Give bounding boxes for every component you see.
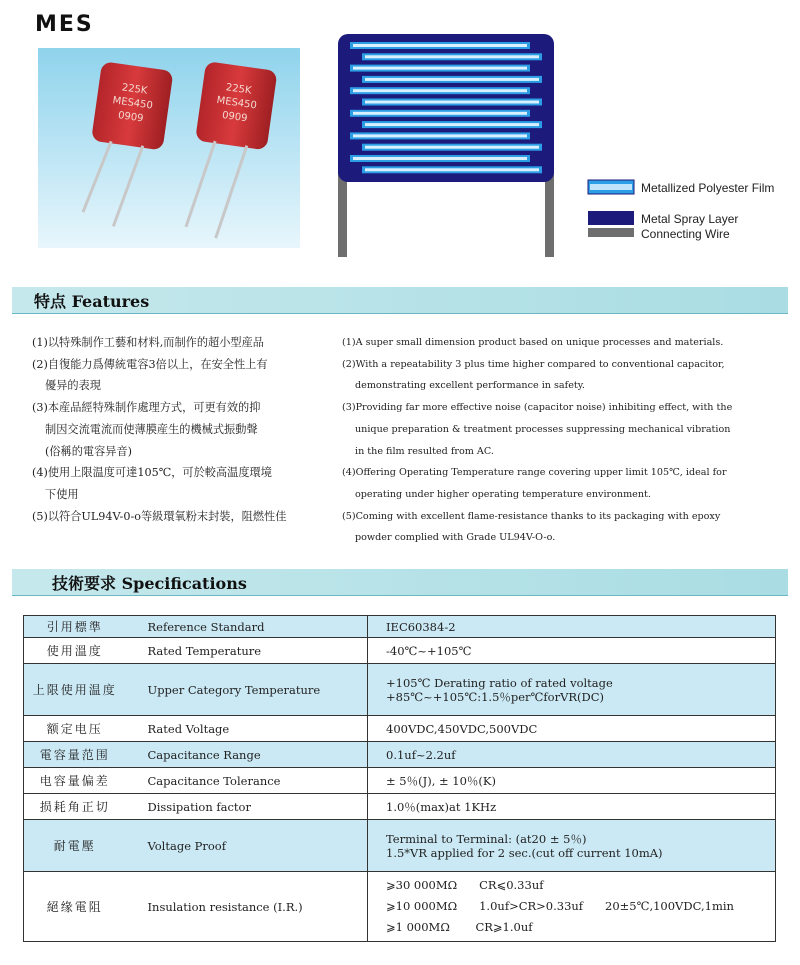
spec-value-line: 0.1uf~2.2uf xyxy=(386,747,456,762)
specs-header-bar xyxy=(12,569,788,595)
capacitor-marking: MES450 xyxy=(111,95,154,112)
spec-row xyxy=(24,716,776,742)
feature-item xyxy=(342,354,792,397)
structure-diagram xyxy=(332,30,792,260)
product-title: MES xyxy=(35,12,94,37)
spec-value xyxy=(368,616,776,638)
features-list-chinese xyxy=(32,332,322,527)
spec-value xyxy=(368,872,776,942)
capacitor-marking: 0909 xyxy=(117,110,145,125)
feature-item xyxy=(32,332,322,354)
spec-name-english: Reference Standard xyxy=(126,616,368,638)
feature-line: (1)以特殊制作工藝和材料,而制作的超小型産品 xyxy=(32,336,264,349)
legend-swatch-wire xyxy=(588,228,634,237)
spec-row xyxy=(24,664,776,716)
feature-line: 優异的表現 xyxy=(45,379,101,393)
film-layer-highlight xyxy=(365,78,539,81)
spec-value xyxy=(368,664,776,716)
spec-value-line: +105℃ Derating ratio of rated voltage xyxy=(386,675,613,690)
film-layer-highlight xyxy=(365,55,539,58)
feature-line: unique preparation & treatment processes suppressing mechanical vibration xyxy=(355,423,731,435)
film-layer-highlight xyxy=(353,112,527,115)
feature-item xyxy=(32,397,322,462)
spec-row xyxy=(24,616,776,638)
feature-line: (3)Providing far more effective noise (capacitor noise) inhibiting effect, with the xyxy=(342,402,733,414)
film-layer-highlight xyxy=(365,101,539,104)
feature-line: 制因交流電流而使薄膜産生的機械式振動聲 xyxy=(45,422,258,436)
spec-name-chinese: 使用溫度 xyxy=(24,638,126,664)
spec-value-line: +85℃~+105℃:1.5％per℃forVR(DC) xyxy=(386,689,605,704)
spec-name-english: Rated Voltage xyxy=(126,716,368,742)
spec-value xyxy=(368,820,776,872)
spec-value-line: 400VDC,450VDC,500VDC xyxy=(386,721,538,736)
feature-line: operating under higher operating temperature environment. xyxy=(355,488,651,500)
feature-line: (2)With a repeatability 3 plus time higher compared to conventional capacitor, xyxy=(342,358,725,370)
film-layer-highlight xyxy=(353,67,527,70)
spec-table xyxy=(23,615,776,942)
spec-name-chinese: 絕缘電阻 xyxy=(24,872,126,942)
film-layer-highlight xyxy=(365,146,539,149)
spec-name-chinese: 耐電壓 xyxy=(24,820,126,872)
feature-line: (5)以符合UL94V-0-o等級環氧粉末封裝，阻燃性佳 xyxy=(32,509,287,523)
specs-title: 技術要求 Specifications xyxy=(52,574,247,593)
feature-line: demonstrating excellent performance in safety. xyxy=(355,380,585,392)
spec-name-chinese: 上限使用温度 xyxy=(24,664,126,716)
feature-item xyxy=(342,506,792,549)
spec-name-chinese: 引用標準 xyxy=(24,616,126,638)
spec-name-chinese: 电容量偏差 xyxy=(24,768,126,794)
spec-value xyxy=(368,768,776,794)
feature-line: 下使用 xyxy=(45,487,79,501)
spec-value-line: ⩾1 000MΩ CR⩾1.0uf xyxy=(386,920,533,934)
spec-value xyxy=(368,638,776,664)
spec-row xyxy=(24,768,776,794)
spec-value-line: ⩾10 000MΩ 1.0uf>CR>0.33uf 20±5℃,100VDC,1min xyxy=(386,899,734,913)
spec-name-english: Dissipation factor xyxy=(126,794,368,820)
feature-line: (2)自復能力爲傳統電容3倍以上，在安全性上有 xyxy=(32,357,268,371)
feature-line: (5)Coming with excellent flame-resistance thanks to its packaging with epoxy xyxy=(342,510,721,522)
film-layer-highlight xyxy=(353,89,527,92)
capacitor-illustration xyxy=(38,48,300,248)
film-layer-highlight xyxy=(353,134,527,137)
capacitor-marking: MES450 xyxy=(215,95,258,112)
spec-value-line: 1.0％(max)at 1KHz xyxy=(386,799,497,814)
spec-row xyxy=(24,872,776,942)
layer-diagram xyxy=(332,30,792,260)
spec-value xyxy=(368,794,776,820)
spec-name-english: Voltage Proof xyxy=(126,820,368,872)
feature-item xyxy=(32,506,322,528)
capacitor-marking: 0909 xyxy=(221,109,249,125)
legend xyxy=(588,180,774,241)
feature-item xyxy=(32,354,322,397)
spec-row xyxy=(24,820,776,872)
feature-line: (俗稱的電容异音) xyxy=(45,444,133,458)
spec-name-english: Capacitance Tolerance xyxy=(126,768,368,794)
spec-name-english: Upper Category Temperature xyxy=(126,664,368,716)
features-title: 特点 Features xyxy=(34,292,150,311)
legend-label-spray: Metal Spray Layer xyxy=(641,212,739,226)
spec-name-english: Capacitance Range xyxy=(126,742,368,768)
spec-value-line: ± 5％(J), ± 10％(K) xyxy=(386,773,496,788)
spec-value-line: 1.5*VR applied for 2 sec.(cut off current 10mA) xyxy=(386,845,663,860)
spec-value xyxy=(368,716,776,742)
feature-line: (4)Offering Operating Temperature range covering upper limit 105℃, ideal for xyxy=(342,467,727,479)
product-photo xyxy=(38,48,300,248)
spec-name-english: Insulation resistance (I.R.) xyxy=(126,872,368,942)
feature-line: powder complied with Grade UL94V-O-o. xyxy=(355,532,556,544)
spec-value xyxy=(368,742,776,768)
spec-value-line: IEC60384-2 xyxy=(386,619,456,634)
feature-line: (4)使用上限温度可達105℃，可於較高温度環境 xyxy=(32,466,272,480)
spec-value-line: ⩾30 000MΩ CR⩽0.33uf xyxy=(386,878,544,892)
feature-item xyxy=(342,332,792,354)
features-list-english xyxy=(342,332,792,549)
spec-value-line: -40℃~+105℃ xyxy=(386,643,472,658)
spec-row xyxy=(24,794,776,820)
spec-name-english: Rated Temperature xyxy=(126,638,368,664)
film-layer-highlight xyxy=(365,168,539,171)
spec-row xyxy=(24,638,776,664)
feature-line: in the film resulted from AC. xyxy=(355,445,494,457)
feature-item xyxy=(342,397,792,462)
legend-swatch-spray xyxy=(588,211,634,225)
spec-name-chinese: 電容量范围 xyxy=(24,742,126,768)
feature-item xyxy=(32,462,322,505)
spec-row xyxy=(24,742,776,768)
legend-swatch-film-inner xyxy=(590,184,632,190)
capacitor-marking: 225K xyxy=(121,82,149,97)
legend-label-film: Metallized Polyester Film xyxy=(641,181,775,195)
feature-line: (1)A super small dimension product based on unique processes and materials. xyxy=(342,337,724,348)
legend-label-wire: Connecting Wire xyxy=(641,227,730,241)
features-header-bar xyxy=(12,287,788,313)
feature-line: (3)本産品經特殊制作處理方式，可更有效的抑 xyxy=(32,401,261,415)
spec-name-chinese: 额定电压 xyxy=(24,716,126,742)
capacitor-marking: 225K xyxy=(225,82,253,97)
film-layer-highlight xyxy=(353,157,527,160)
film-layer-highlight xyxy=(353,44,527,47)
spec-value-line: Terminal to Terminal: (at20 ± 5％) xyxy=(386,831,587,846)
specs-divider xyxy=(12,595,788,596)
spec-name-chinese: 损耗角正切 xyxy=(24,794,126,820)
film-layer-highlight xyxy=(365,123,539,126)
feature-item xyxy=(342,462,792,505)
features-divider xyxy=(12,313,788,314)
